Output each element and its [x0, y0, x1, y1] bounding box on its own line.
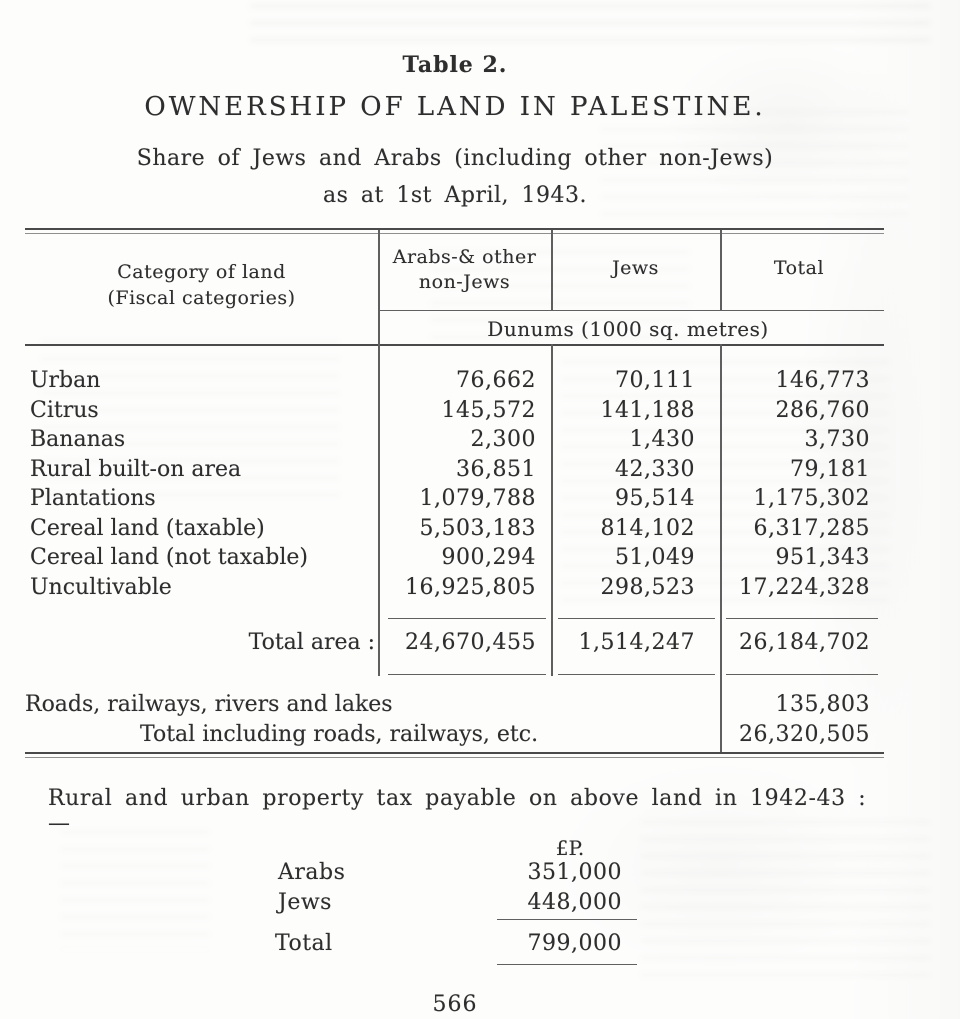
row-total-value: 1,175,302 [753, 486, 870, 511]
row-category: Cereal land (taxable) [30, 516, 265, 541]
row-total-value: 17,224,328 [739, 575, 870, 600]
tax-subtotal-rule [497, 919, 637, 920]
header-bottom-rule [25, 344, 884, 346]
column-header-arabs-line1: Arabs-& other [392, 246, 537, 268]
table-row [25, 368, 878, 398]
row-arabs-value: 900,294 [441, 545, 536, 570]
grand-total-row [25, 722, 878, 752]
row-jews-value: 298,523 [600, 575, 695, 600]
table-row [25, 516, 878, 546]
column-header-jews: Jews [612, 257, 659, 279]
row-arabs-value: 36,851 [456, 457, 536, 482]
total-row-bottom-rule-total [726, 674, 878, 675]
bleed-through-artifact [640, 820, 930, 990]
table-row [25, 575, 878, 605]
grand-total-value: 26,320,505 [739, 722, 870, 747]
grand-total-label: Total including roads, railways, etc. [140, 722, 539, 747]
total-arabs-value: 24,670,455 [405, 630, 536, 655]
total-area-row [25, 630, 878, 660]
tax-currency-label: £P. [555, 836, 585, 860]
tax-row-value: 448,000 [527, 890, 622, 915]
page-title: OWNERSHIP OF LAND IN PALESTINE. [144, 92, 766, 122]
table-bottom-rule [25, 752, 884, 754]
table-row [25, 457, 878, 487]
table-top-rule [25, 228, 884, 230]
total-row-top-rule-arabs [388, 618, 546, 619]
total-area-label: Total area : [248, 630, 375, 655]
total-row-top-rule-total [726, 618, 878, 619]
tax-total-rule [497, 964, 637, 965]
subtitle-line-2: as at 1st April, 1943. [323, 183, 587, 208]
row-category: Bananas [30, 427, 126, 452]
row-jews-value: 51,049 [615, 545, 695, 570]
total-total-value: 26,184,702 [739, 630, 870, 655]
row-jews-value: 141,188 [600, 398, 695, 423]
row-total-value: 3,730 [804, 427, 870, 452]
tax-row-label: Arabs [278, 860, 346, 885]
column-header-total: Total [773, 257, 825, 279]
row-arabs-value: 1,079,788 [419, 486, 536, 511]
row-arabs-value: 5,503,183 [419, 516, 536, 541]
row-total-value: 6,317,285 [753, 516, 870, 541]
tax-row-value: 799,000 [527, 931, 622, 956]
column-header-category-line2: (Fiscal categories) [107, 287, 296, 309]
table-row [25, 398, 878, 428]
total-row-bottom-rule-jews [558, 674, 715, 675]
row-arabs-value: 76,662 [456, 368, 536, 393]
row-category: Cereal land (not taxable) [30, 545, 308, 570]
column-header-arabs-line2: non-Jews [418, 271, 511, 293]
table-row [25, 427, 878, 457]
row-category: Urban [30, 368, 101, 393]
row-jews-value: 1,430 [629, 427, 695, 452]
column-header-category-line1: Category of land [117, 261, 286, 283]
tax-heading: Rural and urban property tax payable on above land in 1942-43 :— [48, 786, 867, 836]
row-arabs-value: 145,572 [441, 398, 536, 423]
total-row-bottom-rule-arabs [388, 674, 546, 675]
row-total-value: 286,760 [775, 398, 870, 423]
roads-label: Roads, railways, rivers and lakes [25, 692, 393, 717]
table-row [25, 545, 878, 575]
table-bottom-rule-double [25, 757, 884, 758]
row-category: Plantations [30, 486, 156, 511]
tax-row-value: 351,000 [527, 860, 622, 885]
bleed-through-artifact [250, 4, 930, 50]
row-total-value: 951,343 [775, 545, 870, 570]
row-category: Rural built-on area [30, 457, 242, 482]
row-jews-value: 70,111 [615, 368, 695, 393]
tax-row-label: Total [275, 931, 333, 956]
unit-header: Dunums (1000 sq. metres) [487, 317, 769, 341]
row-total-value: 146,773 [775, 368, 870, 393]
row-jews-value: 95,514 [615, 486, 695, 511]
roads-value: 135,803 [775, 692, 870, 717]
row-category: Uncultivable [30, 575, 172, 600]
table-row [25, 486, 878, 516]
unit-row-top-rule [378, 310, 884, 311]
row-jews-value: 42,330 [615, 457, 695, 482]
total-jews-value: 1,514,247 [578, 630, 695, 655]
row-category: Citrus [30, 398, 99, 423]
tax-row-label: Jews [278, 890, 332, 915]
total-row-top-rule-jews [558, 618, 715, 619]
row-total-value: 79,181 [790, 457, 870, 482]
table-label: Table 2. [402, 52, 508, 78]
bleed-through-artifact [60, 830, 210, 950]
roads-row [25, 692, 878, 722]
page-number: 566 [432, 992, 478, 1017]
subtitle-line-1: Share of Jews and Arabs (including other non-Jews) [136, 146, 774, 171]
row-arabs-value: 16,925,805 [405, 575, 536, 600]
row-arabs-value: 2,300 [470, 427, 536, 452]
row-jews-value: 814,102 [600, 516, 695, 541]
table-top-rule-double [25, 233, 884, 234]
